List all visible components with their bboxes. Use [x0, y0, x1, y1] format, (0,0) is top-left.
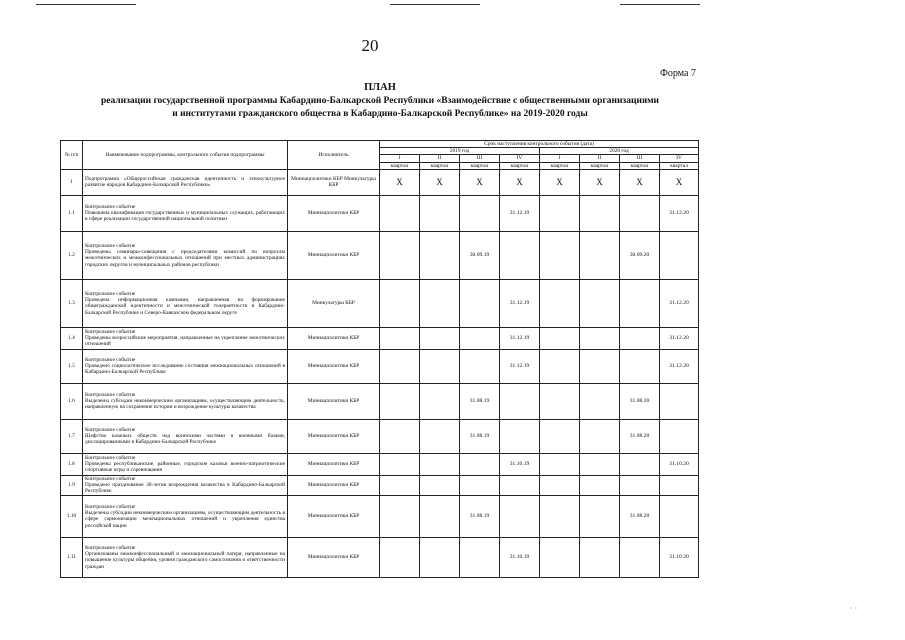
- deadline-cell-q3: 31.08.19: [460, 419, 500, 453]
- row-description: [83, 475, 288, 495]
- deadline-cell-q5: [540, 349, 580, 383]
- deadline-cell-q7: 31.08.20: [620, 383, 660, 419]
- deadline-cell-q3: 31.08.19: [460, 495, 500, 537]
- table-row: [61, 327, 699, 349]
- header-quarter-3: III: [460, 155, 500, 162]
- plan-subtitle-line1: реализации государственной программы Кабардино-Балкарской Республики «Взаимодействие с общественными организациями: [100, 96, 660, 106]
- plan-subtitle-line2: и институтами гражданского общества в Кабардино-Балкарской Республике» на 2019-2020 годы: [172, 109, 588, 119]
- table-row: [61, 419, 699, 453]
- deadline-cell-q7: [620, 453, 660, 475]
- deadline-cell-q1: [380, 453, 420, 475]
- deadline-cell-q8: 31.10.20: [660, 453, 699, 475]
- row-number: 1.1: [61, 195, 83, 231]
- row-executor: Миннацполитики КБР: [288, 349, 380, 383]
- row-number: 1.9: [61, 475, 83, 495]
- deadline-cell-q3: 31.08.19: [460, 383, 500, 419]
- control-event-label: Контрольное событие: [85, 290, 136, 297]
- deadline-cell-q2: [420, 495, 460, 537]
- row-text: Выделены субсидии некоммерческим организациям, осуществляющим деятельность в сфере гармонизации межнациональных отношений и укрепления единства российской нации: [85, 510, 285, 529]
- header-num: № п/п: [61, 141, 83, 170]
- deadline-cell-q2: [420, 349, 460, 383]
- row-executor: Миннацполитики КБР: [288, 453, 380, 475]
- deadline-cell-q5: [540, 537, 580, 577]
- deadline-cell-q7: [620, 327, 660, 349]
- row-text: Проведено празднование 30-летия возрождения казачества в Кабардино-Балкарской Республике: [85, 482, 285, 495]
- deadline-cell-q5: [540, 475, 580, 495]
- control-event-label: Контрольное событие: [85, 242, 136, 249]
- deadline-cell-q5: Х: [540, 169, 580, 195]
- control-event-label: Контрольное событие: [85, 392, 136, 398]
- header-quarter-4: IV: [500, 155, 540, 162]
- deadline-cell-q8: 31.10.20: [660, 537, 699, 577]
- row-text: Проведены семинары-совещания с председателями комиссий по вопросам межэтнических и межконфессиональных отношений при местных администрациях городских округов и муниципальных районов республики: [85, 249, 285, 268]
- deadline-cell-q5: [540, 279, 580, 327]
- row-description: [83, 195, 288, 231]
- table-row: [61, 495, 699, 537]
- deadline-cell-q8: 31.12.20: [660, 195, 699, 231]
- deadline-cell-q3: [460, 453, 500, 475]
- deadline-cell-q4: 31.12.19: [500, 327, 540, 349]
- row-number: 1: [61, 169, 83, 195]
- deadline-cell-q6: [580, 279, 620, 327]
- deadline-cell-q8: [660, 419, 699, 453]
- control-event-label: Контрольное событие: [85, 544, 136, 551]
- deadline-cell-q8: 31.12.20: [660, 349, 699, 383]
- control-event-label: Контрольное событие: [85, 455, 136, 461]
- deadline-cell-q8: 31.12.20: [660, 327, 699, 349]
- header-quarter-word-4: квартал: [500, 162, 540, 169]
- row-executor: Миннацполитики КБР: [288, 383, 380, 419]
- deadline-cell-q4: 31.12.19: [500, 195, 540, 231]
- deadline-cell-q4: [500, 231, 540, 279]
- deadline-cell-q7: [620, 475, 660, 495]
- deadline-cell-q3: [460, 327, 500, 349]
- row-executor: Миннацполитики КБР: [288, 195, 380, 231]
- deadline-cell-q1: [380, 495, 420, 537]
- row-text: Проведено социологическое исследование состояния межнациональных отношений в Кабардино-Балкарской Республике: [85, 363, 285, 376]
- row-executor: Миннацполитики КБР: [288, 495, 380, 537]
- deadline-cell-q4: [500, 495, 540, 537]
- header-quarter-8: IV: [660, 155, 699, 162]
- control-event-label: Контрольное событие: [85, 476, 136, 482]
- row-executor: Миннацполитики КБР: [288, 537, 380, 577]
- deadline-cell-q2: [420, 537, 460, 577]
- row-number: 1.2: [61, 231, 83, 279]
- deadline-cell-q6: [580, 327, 620, 349]
- table-row: [61, 453, 699, 475]
- deadline-cell-q1: [380, 419, 420, 453]
- scan-top-rule-right: [620, 4, 700, 5]
- deadline-cell-q6: Х: [580, 169, 620, 195]
- deadline-cell-q3: Х: [460, 169, 500, 195]
- deadline-cell-q4: [500, 383, 540, 419]
- deadline-cell-q2: [420, 195, 460, 231]
- row-description: [83, 495, 288, 537]
- deadline-cell-q4: 31.12.19: [500, 349, 540, 383]
- deadline-cell-q1: [380, 231, 420, 279]
- row-number: 1.5: [61, 349, 83, 383]
- header-quarter-word-6: квартал: [580, 162, 620, 169]
- deadline-cell-q8: [660, 475, 699, 495]
- deadline-cell-q2: [420, 327, 460, 349]
- header-quarter-5: I: [540, 155, 580, 162]
- table-row: [61, 169, 699, 195]
- header-quarter-1: I: [380, 155, 420, 162]
- deadline-cell-q1: [380, 349, 420, 383]
- header-quarter-word-5: квартал: [540, 162, 580, 169]
- row-text: Повышена квалификация государственных и муниципальных служащих, работающих в сфере реализации государственной национальной политики: [85, 210, 285, 223]
- deadline-cell-q2: [420, 231, 460, 279]
- header-quarter-word-8: квартал: [660, 162, 699, 169]
- deadline-cell-q2: [420, 453, 460, 475]
- deadline-cell-q7: [620, 537, 660, 577]
- deadline-cell-q7: Х: [620, 169, 660, 195]
- deadline-cell-q6: [580, 383, 620, 419]
- row-text: Проведена информационная кампания, направленная на формирование общегражданской идентичности и межэтнической толерантности в Кабардино-Балкарской Республике и Северо-Кавказском федеральном округе: [85, 297, 285, 316]
- row-number: 1.6: [61, 383, 83, 419]
- header-year-2020: 2020 год: [540, 148, 699, 155]
- row-number: 1.10: [61, 495, 83, 537]
- row-description: [83, 279, 288, 327]
- header-quarter-6: II: [580, 155, 620, 162]
- deadline-cell-q8: [660, 495, 699, 537]
- deadline-cell-q8: [660, 231, 699, 279]
- deadline-cell-q8: [660, 383, 699, 419]
- form-label: Форма 7: [660, 68, 696, 79]
- table-row: [61, 475, 699, 495]
- deadline-cell-q1: [380, 279, 420, 327]
- plan-title: ПЛАН: [364, 82, 396, 93]
- row-description: [83, 383, 288, 419]
- deadline-cell-q2: [420, 419, 460, 453]
- row-executor: Миннацполитики КБР: [288, 327, 380, 349]
- scan-margin-marks: · ·: [850, 604, 858, 613]
- deadline-cell-q4: Х: [500, 169, 540, 195]
- deadline-cell-q1: [380, 383, 420, 419]
- header-quarter-7: III: [620, 155, 660, 162]
- row-number: 1.4: [61, 327, 83, 349]
- deadline-cell-q6: [580, 537, 620, 577]
- deadline-cell-q6: [580, 475, 620, 495]
- deadline-cell-q5: [540, 495, 580, 537]
- header-quarter-word-1: квартал: [380, 162, 420, 169]
- deadline-cell-q5: [540, 195, 580, 231]
- table-row: [61, 195, 699, 231]
- deadline-cell-q2: [420, 475, 460, 495]
- deadline-cell-q5: [540, 327, 580, 349]
- row-description: [83, 419, 288, 453]
- header-name: Наименование подпрограммы, контрольного события подпрограммы: [83, 141, 288, 170]
- row-text: Организованы межконфессиональный и межнациональный лагеря, направленные на повышение культуры общения, уровня гражданского самосознания и ответственности граждан: [85, 551, 285, 570]
- row-executor: Миннацполитики КБР: [288, 475, 380, 495]
- deadline-cell-q7: [620, 349, 660, 383]
- row-description: [83, 537, 288, 577]
- control-event-label: Контрольное событие: [85, 357, 136, 363]
- deadline-cell-q4: 31.12.19: [500, 279, 540, 327]
- header-quarter-2: II: [420, 155, 460, 162]
- row-description: [83, 169, 288, 195]
- deadline-cell-q7: 30.09.20: [620, 231, 660, 279]
- deadline-cell-q3: [460, 195, 500, 231]
- deadline-cell-q7: [620, 195, 660, 231]
- row-text: Проведены всероссийские мероприятия, направленные на укрепление межэтнических отношений: [85, 335, 285, 348]
- row-executor: Миннацполитики КБР Минкультуры КБР: [288, 169, 380, 195]
- deadline-cell-q2: [420, 279, 460, 327]
- table-row: [61, 349, 699, 383]
- row-executor: Миннацполитики КБР: [288, 231, 380, 279]
- deadline-cell-q3: [460, 475, 500, 495]
- row-text: Шефство казачьих обществ над воинскими частями и военными базами, дислоцированными в Кабардино-Балкарской Республике: [85, 433, 285, 446]
- scan-top-rule-mid: [390, 4, 480, 5]
- control-event-label: Контрольное событие: [85, 427, 136, 433]
- row-number: 1.7: [61, 419, 83, 453]
- control-event-label: Контрольное событие: [85, 503, 136, 510]
- row-number: 1.3: [61, 279, 83, 327]
- deadline-cell-q7: [620, 279, 660, 327]
- row-executor: Миннацполитики КБР: [288, 419, 380, 453]
- deadline-cell-q4: [500, 475, 540, 495]
- header-quarter-word-2: квартал: [420, 162, 460, 169]
- deadline-cell-q4: 31.10.19: [500, 537, 540, 577]
- row-text: Подпрограмма «Общероссийская гражданская идентичность и этнокультурное развитие народов Кабардино-Балкарской Республики»: [85, 176, 285, 189]
- deadline-cell-q4: 31.10.19: [500, 453, 540, 475]
- deadline-cell-q1: Х: [380, 169, 420, 195]
- header-quarter-word-7: квартал: [620, 162, 660, 169]
- row-text: Проведены республиканские, районные, городские казачьи военно-патриотические спортивные игры и соревнования: [85, 461, 285, 474]
- deadline-cell-q7: 31.08.20: [620, 419, 660, 453]
- row-executor: Минкультуры КБР: [288, 279, 380, 327]
- deadline-cell-q3: [460, 349, 500, 383]
- deadline-cell-q2: Х: [420, 169, 460, 195]
- row-text: Выделены субсидии некоммерческим организациям, осуществляющим деятельность, направленную на сохранение истории и возрождение культуры казачества: [85, 398, 285, 411]
- deadline-cell-q5: [540, 419, 580, 453]
- deadline-cell-q7: 31.08.20: [620, 495, 660, 537]
- scan-top-rule-left: [36, 4, 136, 5]
- deadline-cell-q6: [580, 231, 620, 279]
- deadline-cell-q1: [380, 537, 420, 577]
- header-year-2019: 2019 год: [380, 148, 540, 155]
- table-row: [61, 537, 699, 577]
- deadline-cell-q3: [460, 279, 500, 327]
- control-event-label: Контрольное событие: [85, 204, 136, 210]
- deadline-cell-q5: [540, 383, 580, 419]
- deadline-cell-q5: [540, 231, 580, 279]
- header-deadline: Срок наступления контрольного события (дата): [380, 141, 699, 148]
- deadline-cell-q8: 31.12.20: [660, 279, 699, 327]
- table-row: [61, 279, 699, 327]
- header-executor: Исполнитель: [288, 141, 380, 170]
- deadline-cell-q6: [580, 419, 620, 453]
- deadline-cell-q3: 30.09.19: [460, 231, 500, 279]
- deadline-cell-q1: [380, 327, 420, 349]
- deadline-cell-q6: [580, 349, 620, 383]
- deadline-cell-q4: [500, 419, 540, 453]
- deadline-cell-q1: [380, 475, 420, 495]
- deadline-cell-q6: [580, 195, 620, 231]
- row-description: [83, 231, 288, 279]
- page-number: 20: [361, 36, 379, 55]
- row-description: [83, 327, 288, 349]
- deadline-cell-q6: [580, 495, 620, 537]
- deadline-cell-q5: [540, 453, 580, 475]
- header-quarter-word-3: квартал: [460, 162, 500, 169]
- deadline-cell-q2: [420, 383, 460, 419]
- deadline-cell-q3: [460, 537, 500, 577]
- table-row: [61, 231, 699, 279]
- row-description: [83, 349, 288, 383]
- control-event-label: Контрольное событие: [85, 329, 136, 335]
- row-number: 1.8: [61, 453, 83, 475]
- row-description: [83, 453, 288, 475]
- table-row: [61, 383, 699, 419]
- deadline-cell-q1: [380, 195, 420, 231]
- deadline-cell-q8: Х: [660, 169, 699, 195]
- deadline-cell-q6: [580, 453, 620, 475]
- row-number: 1.11: [61, 537, 83, 577]
- plan-table: [60, 140, 699, 578]
